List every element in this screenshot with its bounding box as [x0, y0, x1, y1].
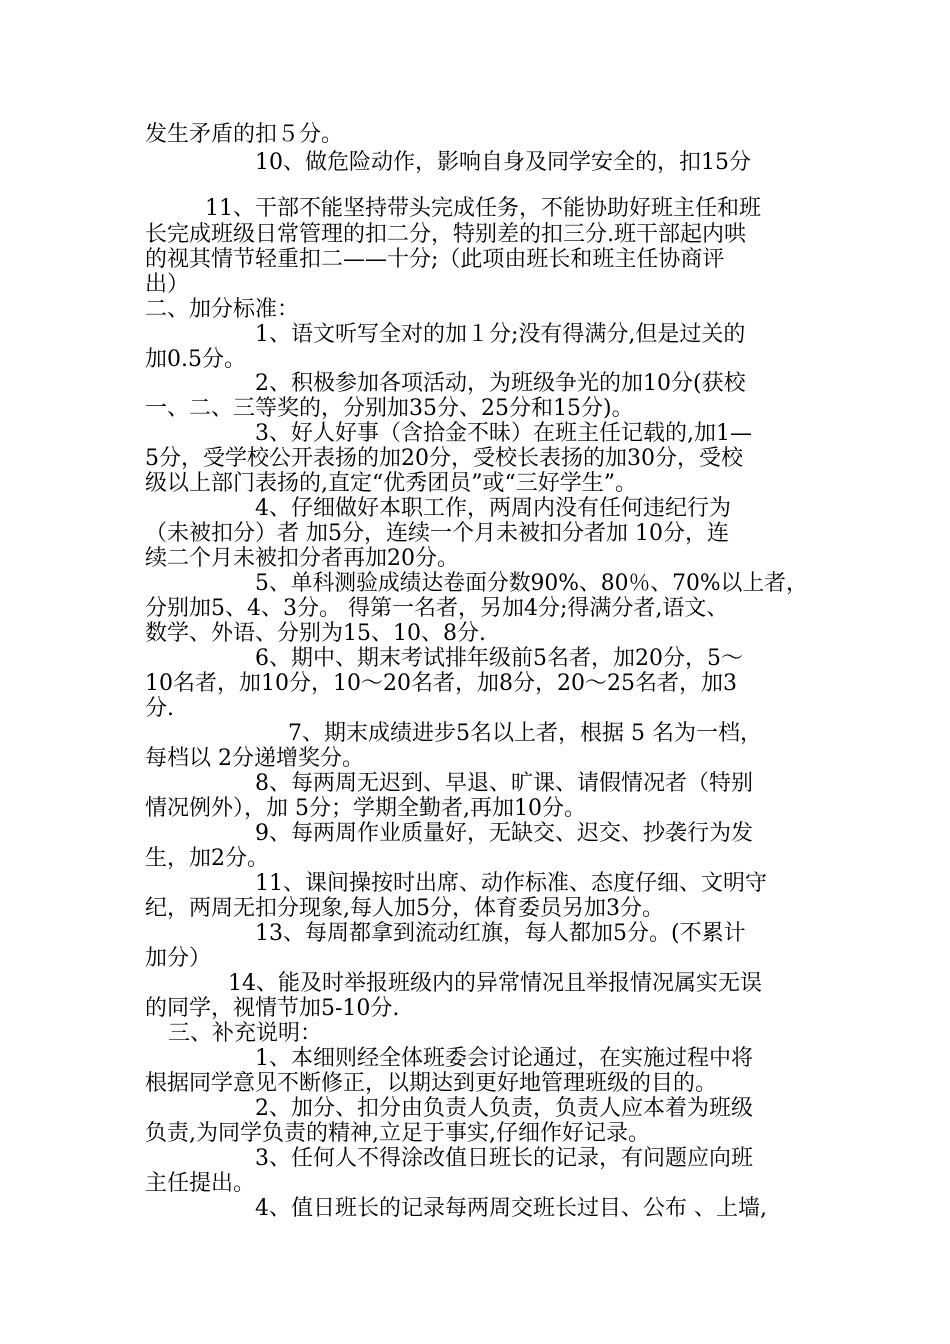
- text-line: 长完成班级日常管理的扣二分，特别差的扣三分.班干部起内哄: [145, 222, 746, 247]
- text-line: 3、好人好事（含拾金不昧）在班主任记载的,加1—: [255, 421, 752, 446]
- text-line: 分.: [145, 696, 174, 721]
- text-line: （未被扣分）者 加5分，连续一个月未被扣分者加 10分，连: [145, 521, 729, 546]
- text-line: 出）: [145, 272, 190, 297]
- text-line: 加0.5分。: [145, 347, 246, 372]
- text-line: 数学、外语、分别为15、10、8分.: [145, 621, 486, 646]
- text-line: 5分，受学校公开表扬的加20分，受校长表扬的加30分，受校: [145, 446, 743, 471]
- text-line: 纪，两周无扣分现象,每人加5分，体育委员另加3分。: [145, 896, 664, 921]
- text-line: 11、课间操按时出席、动作标准、态度仔细、文明守: [255, 871, 767, 896]
- text-line: 一、二、三等奖的，分别加35分、25分和15分)。: [145, 396, 634, 421]
- text-line: 8、每两周无迟到、早退、旷课、请假情况者（特别: [255, 771, 753, 796]
- text-line: 分别加5、4、3分。 得第一名者，另加4分;得满分者,语文、: [145, 596, 729, 621]
- text-line: 3、任何人不得涂改值日班长的记录，有问题应向班: [255, 1146, 753, 1171]
- text-line: 9、每两周作业质量好，无缺交、迟交、抄袭行为发: [255, 821, 753, 846]
- text-line: 4、值日班长的记录每两周交班长过目、公布 、上墙,: [255, 1196, 767, 1221]
- text-line: 的同学，视情节加5-10分.: [145, 996, 400, 1021]
- text-line: 10名者，加10分，10～20名者，加8分，20～25名者，加3: [145, 671, 737, 696]
- text-line: 每档以 2分递增奖分。: [145, 746, 364, 771]
- text-line: 加分）: [145, 946, 212, 971]
- text-line: 级以上部门表扬的,直定“优秀团员”或“三好学生”。: [145, 471, 637, 496]
- text-line: 发生矛盾的扣５分。: [145, 122, 344, 147]
- text-line: 11、干部不能坚持带头完成任务，不能协助好班主任和班: [205, 196, 761, 221]
- text-line: 主任提出。: [145, 1171, 256, 1196]
- text-line: 1、本细则经全体班委会讨论通过，在实施过程中将: [255, 1046, 753, 1071]
- text-line: 负责,为同学负责的精神,立足于事实,仔细作好记录。: [145, 1121, 650, 1146]
- text-line: 4、仔细做好本职工作，两周内没有任何违纪行为: [255, 496, 731, 521]
- text-line: 13、每周都拿到流动红旗，每人都加5分。(不累计: [255, 921, 746, 946]
- text-line: 7、期末成绩进步5名以上者，根据 5 名为一档，: [288, 721, 762, 746]
- text-line: 10、做危险动作，影响自身及同学安全的，扣15分: [255, 150, 751, 175]
- text-line: 2、积极参加各项活动，为班级争光的加10分(获校: [255, 371, 746, 396]
- text-line: 续二个月未被扣分者再加20分。: [145, 546, 459, 571]
- text-line: 的视其情节轻重扣二——十分;（此项由班长和班主任协商评: [145, 247, 725, 272]
- text-line: 2、加分、扣分由负责人负责，负责人应本着为班级: [255, 1096, 753, 1121]
- text-line: 6、期中、期末考试排年级前5名者，加20分，5～: [255, 646, 743, 671]
- text-line: 情况例外），加 5分；学期全勤者,再加10分。: [145, 796, 586, 821]
- text-line: 14、能及时举报班级内的异常情况且举报情况属实无误: [228, 971, 762, 996]
- section-heading: 二、加分标准：: [145, 297, 300, 322]
- text-line: 根据同学意见不断修正，以期达到更好地管理班级的目的。: [145, 1071, 718, 1096]
- text-line: 1、语文听写全对的加１分;没有得满分,但是过关的: [255, 322, 746, 347]
- text-line: 生，加2分。: [145, 846, 269, 871]
- section-heading: 三、补充说明：: [168, 1021, 323, 1046]
- text-line: 5、单科测验成绩达卷面分数90%、80％、70%以上者，: [255, 571, 808, 596]
